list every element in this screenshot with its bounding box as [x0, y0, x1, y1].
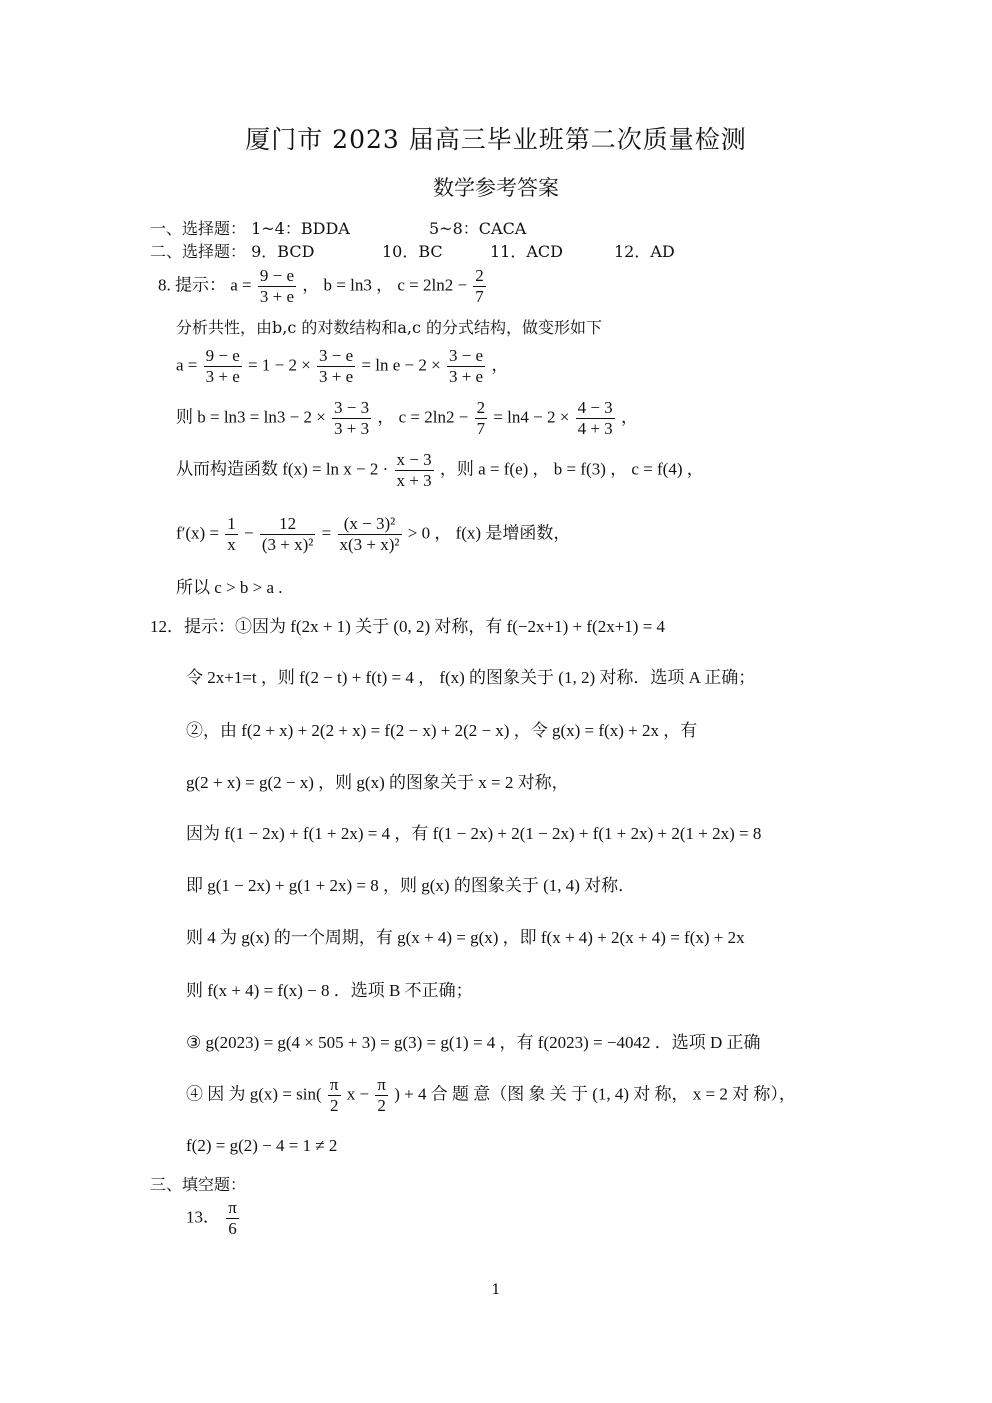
answer-13 [186, 1198, 241, 1239]
text: 从而构造函数 f(x) = ln x − 2 · [176, 459, 389, 479]
hint-8-mid: ， b = ln3 ， c = 2ln2 − [302, 275, 468, 295]
page-number: 1 [491, 1282, 501, 1298]
numerator: 9 − e [259, 266, 295, 285]
text: = ln e − 2 × [361, 355, 441, 375]
fraction [226, 1198, 239, 1239]
numerator: (x − 3)² [338, 514, 402, 535]
hint-12-step-10: f(2) = g(2) − 4 = 1 ≠ 2 [186, 1136, 338, 1155]
analysis-line: 分析共性，由b,c 的对数结构和a,c 的分式结构，做变形如下 [176, 318, 603, 337]
hint-12-step-7: 则 f(x + 4) = f(x) − 8 ．选项 B 不正确； [186, 981, 473, 1000]
text: f′(x) = [176, 523, 220, 543]
hint-12-step-2: ②，由 f(2 + x) + 2(2 + x) = f(2 − x) + 2(2 − x) ，令 g(x) = f(x) + 2x ，有 [186, 721, 698, 740]
numerator: π [329, 1075, 339, 1094]
text: ， [620, 407, 638, 427]
transform-a [176, 346, 508, 387]
hint-12-step-8: ③ g(2023) = g(4 × 505 + 3) = g(3) = g(1) = 4 ，有 f(2023) = −4042 ．选项 D 正确 [186, 1033, 761, 1052]
text: x − [346, 1084, 370, 1104]
denominator: 6 [228, 1219, 237, 1238]
fraction [475, 398, 488, 439]
numerator: 2 [475, 266, 484, 285]
numerator: 1 [227, 514, 236, 533]
text: = [321, 523, 332, 543]
text: > 0 ， f(x) 是增函数， [407, 523, 571, 543]
multi-choice-12: 12．AD [614, 242, 675, 261]
page-title: 厦门市 2023 届高三毕业班第二次质量检测 [245, 125, 747, 154]
denominator: 3 + e [448, 367, 484, 386]
denominator: 3 + e [319, 367, 354, 386]
denominator: x [227, 535, 236, 554]
multi-choice-9: 二、选择题： 9．BCD [150, 242, 315, 261]
fraction [328, 1075, 341, 1116]
fraction [258, 266, 296, 307]
numerator: π [228, 1198, 237, 1217]
conclusion-8: 所以 c > b > a . [176, 578, 283, 597]
hint-8 [158, 266, 488, 307]
denominator: (3 + x)² [261, 535, 314, 554]
denominator: 2 [377, 1096, 386, 1115]
text: ④ 因 为 g(x) = sin( [186, 1084, 322, 1104]
denominator: 3 + e [205, 367, 240, 386]
numerator: x − 3 [396, 450, 432, 469]
fraction [447, 346, 485, 387]
denominator: 7 [476, 419, 486, 438]
section-fill-in: 三、填空题： [150, 1175, 247, 1194]
fraction [576, 398, 615, 439]
fraction [395, 450, 434, 491]
text: ， c = 2ln2 − [377, 407, 469, 427]
denominator: 7 [475, 287, 484, 306]
numerator: 3 − 3 [334, 398, 370, 417]
multi-choice-10: 10．BC [382, 242, 443, 261]
denominator: 3 + 3 [334, 419, 370, 438]
multi-choice-11: 11．ACD [490, 242, 563, 261]
text: ，则 a = f(e) ， b = f(3) ， c = f(4) ， [439, 459, 704, 479]
text: = 1 − 2 × [248, 355, 311, 375]
fraction [260, 514, 316, 555]
denominator: 2 [329, 1096, 339, 1115]
denominator: 4 + 3 [577, 419, 613, 438]
question-label: 13． [186, 1207, 220, 1227]
denominator: 3 + e [259, 287, 295, 306]
numerator: 3 − e [319, 346, 354, 365]
text: ， [491, 355, 509, 375]
page-subtitle: 数学参考答案 [433, 176, 559, 200]
numerator: 12 [260, 514, 316, 535]
choice-answers-1-4: 一、选择题： 1~4：BDDA [150, 219, 350, 238]
construct-function [176, 450, 704, 491]
fraction [375, 1075, 388, 1116]
text: − [244, 523, 254, 543]
hint-12-step-6: 则 4 为 g(x) 的一个周期，有 g(x + 4) = g(x) ，即 f(x + 4) + 2(x + 4) = f(x) + 2x [186, 928, 745, 947]
text: a = [176, 355, 198, 375]
numerator: 2 [476, 398, 486, 417]
numerator: 4 − 3 [577, 398, 613, 417]
derivative-line [176, 514, 570, 555]
transform-b-c [176, 398, 638, 439]
numerator: 3 − e [448, 346, 484, 365]
fraction [332, 398, 371, 439]
text: = ln4 − 2 × [493, 407, 570, 427]
numerator: 9 − e [205, 346, 240, 365]
hint-12-step-4: 因为 f(1 − 2x) + f(1 + 2x) = 4 ，有 f(1 − 2x) + 2(1 − 2x) + f(1 + 2x) + 2(1 + 2x) = 8 [186, 824, 762, 843]
fraction [473, 266, 486, 307]
hint-12-step-1: 令 2x+1=t ，则 f(2 − t) + f(t) = 4 ， f(x) 的图象关于 (1, 2) 对称．选项 A 正确； [186, 668, 756, 687]
numerator: π [377, 1075, 386, 1094]
fraction [225, 514, 238, 555]
denominator: x(3 + x)² [339, 535, 400, 554]
hint-12-step-5: 即 g(1 − 2x) + g(1 + 2x) = 8 ，则 g(x) 的图象关于 (1, 4) 对称． [186, 876, 636, 895]
fraction [317, 346, 355, 387]
text: ) + 4 合 题 意（图 象 关 于 (1, 4) 对 称， x = 2 对 称）， [394, 1084, 796, 1104]
hint-12-step-9 [186, 1075, 796, 1116]
fraction [338, 514, 402, 555]
denominator: x + 3 [396, 471, 432, 490]
fraction [204, 346, 242, 387]
hint-12-step-3: g(2 + x) = g(2 − x) ，则 g(x) 的图象关于 x = 2 对称， [186, 773, 569, 792]
hint-12: 12．提示：①因为 f(2x + 1) 关于 (0, 2) 对称，有 f(−2x+1) + f(2x+1) = 4 [150, 617, 666, 636]
choice-answers-5-8: 5~8：CACA [429, 219, 527, 238]
text: 则 b = ln3 = ln3 − 2 × [176, 407, 326, 427]
hint-8-prefix: 8. 提示： a = [158, 275, 252, 295]
